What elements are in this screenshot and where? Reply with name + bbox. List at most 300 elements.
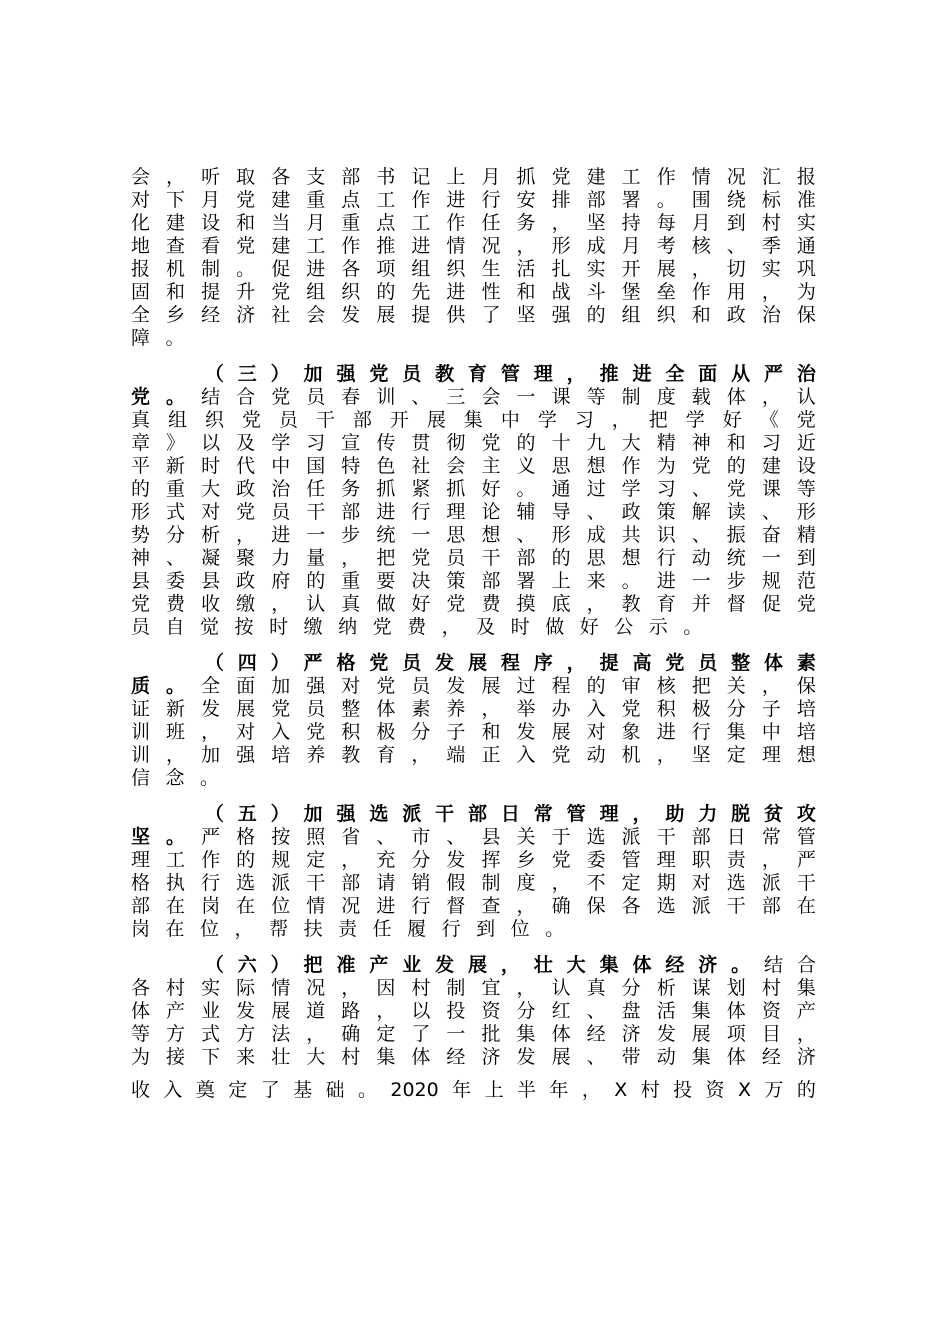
text-char: 机: [621, 744, 641, 766]
text-char: 经: [665, 954, 685, 976]
text-char: 制: [621, 386, 641, 408]
text-char: 干: [306, 872, 326, 894]
text-char: 极: [376, 721, 396, 743]
text-char: 上: [551, 570, 571, 592]
text-char: 看: [201, 235, 221, 257]
text-char: 党: [271, 386, 291, 408]
text-char: 接: [166, 1046, 186, 1068]
text-char: 进: [446, 281, 466, 303]
text-char: 等: [796, 478, 816, 500]
text-char: 学: [537, 409, 557, 431]
text-char: 体: [411, 1046, 431, 1068]
text-char: 年: [452, 1079, 472, 1101]
text-char: 情: [306, 895, 326, 917]
text-char: 和: [166, 281, 186, 303]
text-char: 作: [621, 455, 641, 477]
text-char: 查: [166, 235, 186, 257]
text-char: 三: [446, 386, 466, 408]
text-char: 地: [131, 235, 151, 257]
text-char: 记: [411, 166, 431, 188]
text-char: 传: [376, 432, 396, 454]
text-char: 部: [131, 895, 151, 917]
text-char: 社: [271, 304, 291, 326]
text-char: 党: [271, 281, 291, 303]
text-line: [131, 826, 816, 849]
text-char: 的: [726, 455, 746, 477]
text-char: 重: [306, 189, 326, 211]
text-char: ，: [761, 386, 781, 408]
text-char: 工: [306, 235, 326, 257]
text-char: 党: [796, 409, 816, 431]
text-char: 划: [726, 977, 746, 999]
text-char: 支: [306, 166, 326, 188]
text-char: 一: [411, 524, 431, 546]
text-char: 党: [376, 675, 396, 697]
text-char: 展: [691, 1023, 711, 1045]
text-char: （: [204, 652, 224, 674]
text-char: 养: [446, 698, 466, 720]
text-char: 进: [411, 235, 431, 257]
text-char: 宣: [341, 432, 361, 454]
text-char: 规: [271, 849, 291, 871]
text-char: 识: [656, 524, 676, 546]
text-line: [131, 954, 816, 977]
text-char: 神: [691, 432, 711, 454]
text-char: 中: [500, 409, 520, 431]
text-char: 代: [236, 455, 256, 477]
text-char: 进: [376, 501, 396, 523]
text-char: 、: [691, 478, 711, 500]
text-char: 每: [656, 212, 676, 234]
text-char: 《: [759, 409, 779, 431]
text-char: 按: [271, 826, 291, 848]
text-char: 合: [236, 386, 256, 408]
text-char: 市: [411, 826, 431, 848]
text-line: [131, 235, 816, 258]
text-char: 壮: [533, 954, 553, 976]
text-line: [131, 1046, 816, 1069]
text-char: 提: [411, 304, 431, 326]
text-char: 展: [468, 954, 488, 976]
text-char: ，: [341, 547, 361, 569]
text-char: 党: [241, 409, 261, 431]
text-char: 面: [698, 363, 718, 385]
text-char: 开: [621, 258, 641, 280]
text-char: 统: [726, 547, 746, 569]
text-char: 组: [306, 281, 326, 303]
text-char: 和: [691, 304, 711, 326]
text-char: ，: [236, 524, 256, 546]
text-char: 期: [656, 872, 676, 894]
text-char: 各: [621, 895, 641, 917]
text-char: 定: [306, 849, 326, 871]
text-char: X: [614, 1079, 628, 1101]
text-char: 度: [656, 386, 676, 408]
text-char: 一: [516, 386, 536, 408]
text-char: 底: [551, 593, 571, 615]
text-char: 紧: [411, 478, 431, 500]
text-char: 政: [236, 570, 256, 592]
text-char: 。: [166, 826, 186, 848]
text-char: 干: [481, 547, 501, 569]
text-char: 习: [761, 432, 781, 454]
text-char: 办: [551, 698, 571, 720]
text-char: ，: [691, 258, 711, 280]
text-char: 行: [691, 721, 711, 743]
text-char: 并: [691, 593, 711, 615]
text-char: 选: [236, 872, 256, 894]
text-char: 战: [551, 281, 571, 303]
text-char: 认: [551, 977, 571, 999]
text-char: 部: [341, 166, 361, 188]
text-char: 把: [691, 675, 711, 697]
text-char: 日: [500, 803, 520, 825]
text-char: 在: [166, 895, 186, 917]
text-char: 报: [131, 258, 151, 280]
text-char: 按: [234, 616, 254, 638]
text-char: 性: [481, 281, 501, 303]
text-char: 载: [691, 386, 711, 408]
text-char: 积: [656, 698, 676, 720]
text-char: 壮: [271, 1046, 291, 1068]
text-char: 上: [446, 166, 466, 188]
text-char: 凝: [201, 547, 221, 569]
text-char: 训: [376, 386, 396, 408]
text-char: 行: [201, 872, 221, 894]
text-char: 严: [796, 849, 816, 871]
text-char: 推: [599, 363, 619, 385]
text-char: 展: [236, 698, 256, 720]
text-char: ，: [376, 1000, 396, 1022]
text-char: 全: [665, 363, 685, 385]
text-char: 为: [656, 455, 676, 477]
text-line: [131, 872, 816, 895]
text-char: 特: [341, 455, 361, 477]
paragraph-gap: [131, 790, 816, 803]
text-char: 村: [640, 1079, 660, 1101]
text-char: 成: [586, 524, 606, 546]
text-char: 定: [726, 744, 746, 766]
text-char: 日: [726, 826, 746, 848]
text-char: 度: [516, 872, 536, 894]
text-char: 业: [201, 1000, 221, 1022]
text-char: 大: [306, 1046, 326, 1068]
text-char: 行: [411, 895, 431, 917]
text-char: 为: [796, 281, 816, 303]
text-char: 垒: [656, 281, 676, 303]
text-char: 程: [500, 652, 520, 674]
text-line: [131, 721, 816, 744]
text-char: 一: [446, 1023, 466, 1045]
text-char: 加: [303, 363, 323, 385]
text-char: 部: [761, 895, 781, 917]
text-char: 经: [761, 1046, 781, 1068]
text-char: 党: [236, 235, 256, 257]
text-char: ，: [166, 166, 186, 188]
text-char: 了: [481, 304, 501, 326]
text-char: ，: [581, 1079, 601, 1101]
text-char: 中: [761, 721, 781, 743]
paragraph-gap: [131, 350, 816, 363]
text-char: 济: [698, 954, 718, 976]
text-char: 。: [166, 675, 186, 697]
text-char: 实: [201, 977, 221, 999]
text-char: 活: [656, 1000, 676, 1022]
text-char: 到: [726, 212, 746, 234]
text-char: 及: [476, 616, 496, 638]
text-char: 理: [533, 363, 553, 385]
text-char: 党: [691, 455, 711, 477]
text-char: ，: [611, 409, 631, 431]
text-char: 习: [574, 409, 594, 431]
text-char: 集: [599, 954, 619, 976]
text-char: 设: [201, 212, 221, 234]
text-char: 通: [551, 478, 571, 500]
text-char: ，: [761, 281, 781, 303]
text-char: 理: [131, 849, 151, 871]
text-char: 论: [481, 501, 501, 523]
text-char: 员: [402, 652, 422, 674]
text-char: 步: [341, 524, 361, 546]
text-char: 收: [131, 1079, 151, 1101]
text-char: ，: [551, 212, 571, 234]
text-char: 员: [402, 363, 422, 385]
text-char: 好: [579, 616, 599, 638]
text-char: 育: [656, 593, 676, 615]
text-char: ，: [586, 593, 606, 615]
text-char: 格: [131, 872, 151, 894]
text-char: 况: [481, 235, 501, 257]
text-char: 动: [586, 744, 606, 766]
text-char: 季: [761, 235, 781, 257]
text-char: 汇: [761, 166, 781, 188]
text-char: 时: [201, 455, 221, 477]
text-char: 费: [166, 593, 186, 615]
text-char: ，: [796, 1023, 816, 1045]
text-char: 半: [516, 1079, 536, 1101]
text-char: 展: [426, 409, 446, 431]
text-char: 抓: [516, 166, 536, 188]
text-char: 化: [131, 212, 151, 234]
text-char: 济: [621, 1023, 641, 1045]
text-char: 缴: [303, 616, 323, 638]
text-char: 质: [131, 675, 151, 697]
text-char: 格: [336, 652, 356, 674]
text-char: 展: [271, 1000, 291, 1022]
text-char: 制: [481, 872, 501, 894]
text-char: 、: [761, 501, 781, 523]
text-char: 到: [476, 918, 496, 940]
text-char: 训: [131, 721, 151, 743]
text-char: 的: [376, 281, 396, 303]
text-char: ，: [516, 895, 536, 917]
text-char: 基: [293, 1079, 313, 1101]
text-char: 资: [705, 1079, 725, 1101]
text-char: 下: [201, 1046, 221, 1068]
text-char: 选: [656, 895, 676, 917]
text-char: 。: [166, 386, 186, 408]
text-char: 在: [236, 895, 256, 917]
text-char: 及: [236, 432, 256, 454]
text-char: 。: [165, 327, 185, 349]
text-char: 加: [271, 675, 291, 697]
text-char: 发: [236, 1000, 256, 1022]
text-char: 履: [407, 918, 427, 940]
text-char: 的: [516, 432, 536, 454]
text-char: 把: [376, 547, 396, 569]
text-char: 一: [761, 547, 781, 569]
text-char: 素: [411, 698, 431, 720]
text-char: 发: [435, 652, 455, 674]
text-line: [131, 570, 816, 593]
text-char: 假: [446, 872, 466, 894]
text-char: 大: [621, 432, 641, 454]
text-char: 月: [621, 235, 641, 257]
text-char: ，: [566, 652, 586, 674]
text-char: 进: [271, 524, 291, 546]
text-char: 管: [796, 826, 816, 848]
text-char: 量: [306, 547, 326, 569]
text-char: 于: [551, 826, 571, 848]
text-char: 上: [484, 1079, 504, 1101]
text-line: [131, 258, 816, 281]
text-char: 乡: [516, 849, 536, 871]
text-char: 村: [411, 977, 431, 999]
text-char: 的: [586, 675, 606, 697]
text-char: 业: [402, 954, 422, 976]
text-char: 和: [236, 212, 256, 234]
paragraph-gap: [131, 941, 816, 954]
text-char: 取: [236, 166, 256, 188]
text-char: 收: [201, 593, 221, 615]
text-char: 入: [163, 1079, 183, 1101]
text-char: 念: [165, 767, 185, 789]
text-char: 集: [726, 721, 746, 743]
text-char: 责: [338, 918, 358, 940]
text-char: ，: [341, 849, 361, 871]
text-char: 党: [369, 652, 389, 674]
text-char: 组: [411, 258, 431, 280]
text-char: 干: [315, 409, 335, 431]
text-char: 范: [796, 570, 816, 592]
text-line: [131, 918, 816, 941]
text-char: 党: [481, 432, 501, 454]
text-char: 教: [435, 363, 455, 385]
text-char: 各: [341, 258, 361, 280]
text-char: 三: [237, 363, 257, 385]
text-char: 策: [446, 570, 466, 592]
text-line-tail: [131, 1079, 816, 1102]
text-line: [131, 363, 816, 386]
text-char: 干: [656, 826, 676, 848]
text-char: 请: [376, 872, 396, 894]
text-char: 进: [656, 721, 676, 743]
text-char: 大: [201, 478, 221, 500]
text-char: 以: [201, 432, 221, 454]
text-char: 销: [411, 872, 431, 894]
text-char: 执: [166, 872, 186, 894]
text-char: 象: [621, 721, 641, 743]
text-char: 以: [411, 1000, 431, 1022]
text-char: 各: [271, 166, 291, 188]
text-char: 十: [551, 432, 571, 454]
text-char: 县: [481, 826, 501, 848]
text-char: 一: [691, 570, 711, 592]
text-char: 素: [796, 652, 816, 674]
text-char: 精: [656, 432, 676, 454]
text-char: ，: [656, 744, 676, 766]
text-char: 法: [271, 1023, 291, 1045]
text-char: 的: [796, 1079, 816, 1101]
text-char: 党: [131, 386, 151, 408]
text-char: 分: [516, 1000, 536, 1022]
text-char: 济: [481, 1046, 501, 1068]
text-char: 督: [726, 593, 746, 615]
text-char: ）: [270, 954, 290, 976]
text-char: 工: [621, 166, 641, 188]
text-char: 分: [726, 698, 746, 720]
text-char: 真: [131, 409, 151, 431]
text-char: X: [737, 1079, 751, 1101]
text-char: 自: [165, 616, 185, 638]
text-line: [131, 166, 816, 189]
text-char: 正: [481, 744, 501, 766]
text-char: 书: [376, 166, 396, 188]
text-line: [131, 698, 816, 721]
text-char: 会: [131, 166, 151, 188]
text-char: 体: [131, 1000, 151, 1022]
text-char: 考: [656, 235, 676, 257]
text-char: 实: [761, 258, 781, 280]
text-char: 色: [376, 455, 396, 477]
text-char: 体: [551, 1023, 571, 1045]
text-char: 好: [481, 478, 501, 500]
text-char: 年: [549, 1079, 569, 1101]
text-char: 一: [306, 524, 326, 546]
text-char: 强: [336, 363, 356, 385]
text-char: 策: [656, 501, 676, 523]
text-char: 经: [201, 304, 221, 326]
text-char: 派: [621, 826, 641, 848]
text-char: 真: [341, 593, 361, 615]
text-char: 展: [376, 304, 396, 326]
text-char: 觉: [200, 616, 220, 638]
text-char: 定: [376, 1023, 396, 1045]
text-char: 在: [796, 895, 816, 917]
text-char: 力: [698, 803, 718, 825]
text-char: 精: [796, 524, 816, 546]
text-char: 的: [236, 849, 256, 871]
text-char: 活: [516, 258, 536, 280]
text-char: 的: [586, 304, 606, 326]
text-line: [131, 803, 816, 826]
text-char: 加: [201, 744, 221, 766]
text-char: 强: [306, 675, 326, 697]
text-char: 提: [201, 281, 221, 303]
text-char: 委: [166, 570, 186, 592]
text-char: 把: [303, 954, 323, 976]
text-char: 治: [796, 363, 816, 385]
text-char: 月: [481, 166, 501, 188]
text-char: 工: [376, 189, 396, 211]
text-char: 和: [481, 721, 501, 743]
text-char: 结: [201, 386, 221, 408]
text-char: 入: [271, 721, 291, 743]
text-char: 员: [698, 652, 718, 674]
text-char: 不: [586, 872, 606, 894]
text-char: 安: [516, 189, 536, 211]
text-char: 制: [446, 977, 466, 999]
